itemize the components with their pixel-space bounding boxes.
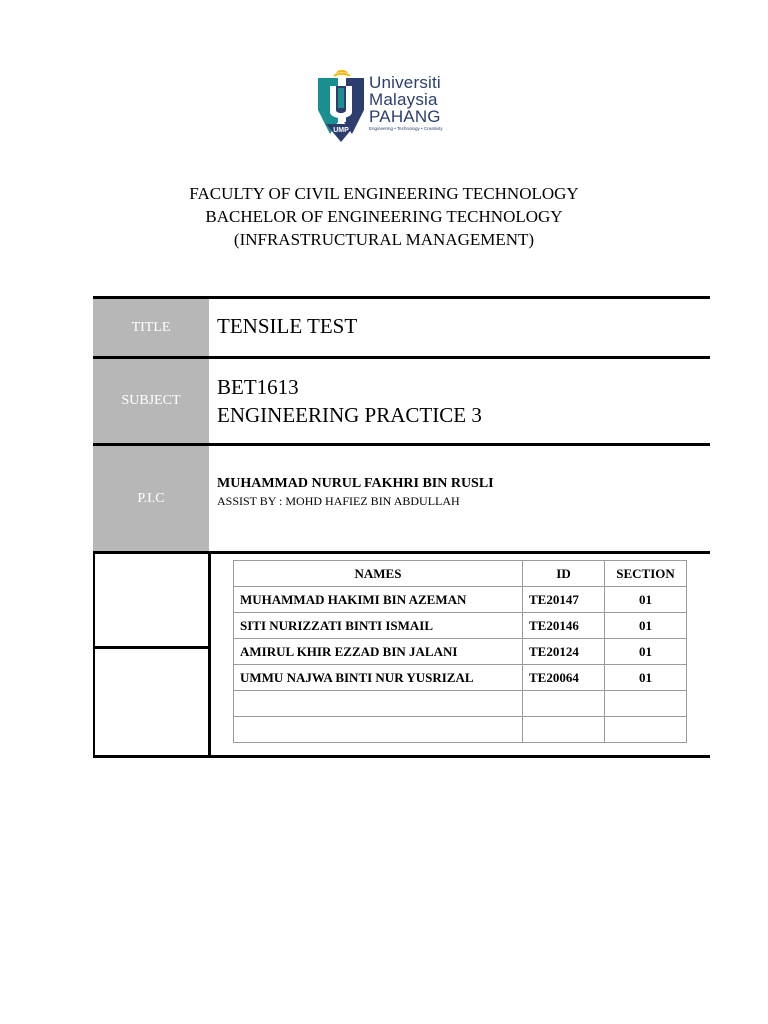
member-section: 01 (605, 587, 687, 613)
ump-emblem-icon (316, 70, 366, 142)
member-name: SITI NURIZZATI BINTI ISMAIL (234, 613, 523, 639)
subject-code: BET1613 (217, 375, 299, 399)
member-id (523, 717, 605, 743)
subject-name: ENGINEERING PRACTICE 3 (217, 403, 482, 427)
member-name (234, 717, 523, 743)
table-row (234, 613, 687, 639)
table-row (234, 717, 687, 743)
member-name (234, 691, 523, 717)
members-box-lower (93, 646, 208, 758)
member-name: MUHAMMAD HAKIMI BIN AZEMAN (234, 587, 523, 613)
table-row (234, 639, 687, 665)
member-section: 01 (605, 613, 687, 639)
member-name: AMIRUL KHIR EZZAD BIN JALANI (234, 639, 523, 665)
pic-label: P.I.C (137, 490, 165, 506)
logo-line-3: PAHANG (369, 107, 441, 126)
table-row (234, 691, 687, 717)
pic-name: MUHAMMAD NURUL FAKHRI BIN RUSLI (217, 476, 494, 491)
member-id: TE20124 (523, 639, 605, 665)
logo-tagline: Engineering • Technology • Creativity (369, 126, 443, 131)
faculty-line-1: FACULTY OF CIVIL ENGINEERING TECHNOLOGY (189, 184, 579, 203)
faculty-line-3: (INFRASTRUCTURAL MANAGEMENT) (233, 230, 535, 249)
subject-label-cell (93, 359, 209, 443)
divider-bottom (93, 755, 710, 758)
faculty-line-2: BACHELOR OF ENGINEERING TECHNOLOGY (205, 207, 563, 226)
logo-wordmark (369, 74, 443, 133)
member-section: 01 (605, 639, 687, 665)
header-section: SECTION (605, 561, 687, 587)
logo-line-2: Malaysia (369, 90, 438, 109)
member-id (523, 691, 605, 717)
title-label-cell (93, 299, 209, 356)
members-header-row (234, 561, 687, 587)
member-section: 01 (605, 665, 687, 691)
pic-assist: ASSIST BY : MOHD HAFIEZ BIN ABDULLAH (217, 494, 460, 508)
member-id: TE20147 (523, 587, 605, 613)
table-row (234, 587, 687, 613)
members-divider (208, 552, 211, 756)
member-section (605, 691, 687, 717)
member-name: UMMU NAJWA BINTI NUR YUSRIZAL (234, 665, 523, 691)
university-logo (316, 70, 466, 142)
member-section (605, 717, 687, 743)
member-id: TE20146 (523, 613, 605, 639)
header-names: NAMES (234, 561, 523, 587)
logo-line-1: Universiti (369, 73, 441, 92)
title-label: TITLE (131, 319, 171, 335)
title-value: TENSILE TEST (217, 314, 358, 338)
logo-badge-text: UMP (333, 127, 349, 134)
members-table (233, 560, 687, 743)
header-id: ID (523, 561, 605, 587)
pic-label-cell (93, 446, 209, 551)
subject-label: SUBJECT (121, 393, 181, 408)
table-row (234, 665, 687, 691)
members-box-upper (93, 552, 208, 649)
faculty-header (0, 182, 768, 251)
member-id: TE20064 (523, 665, 605, 691)
